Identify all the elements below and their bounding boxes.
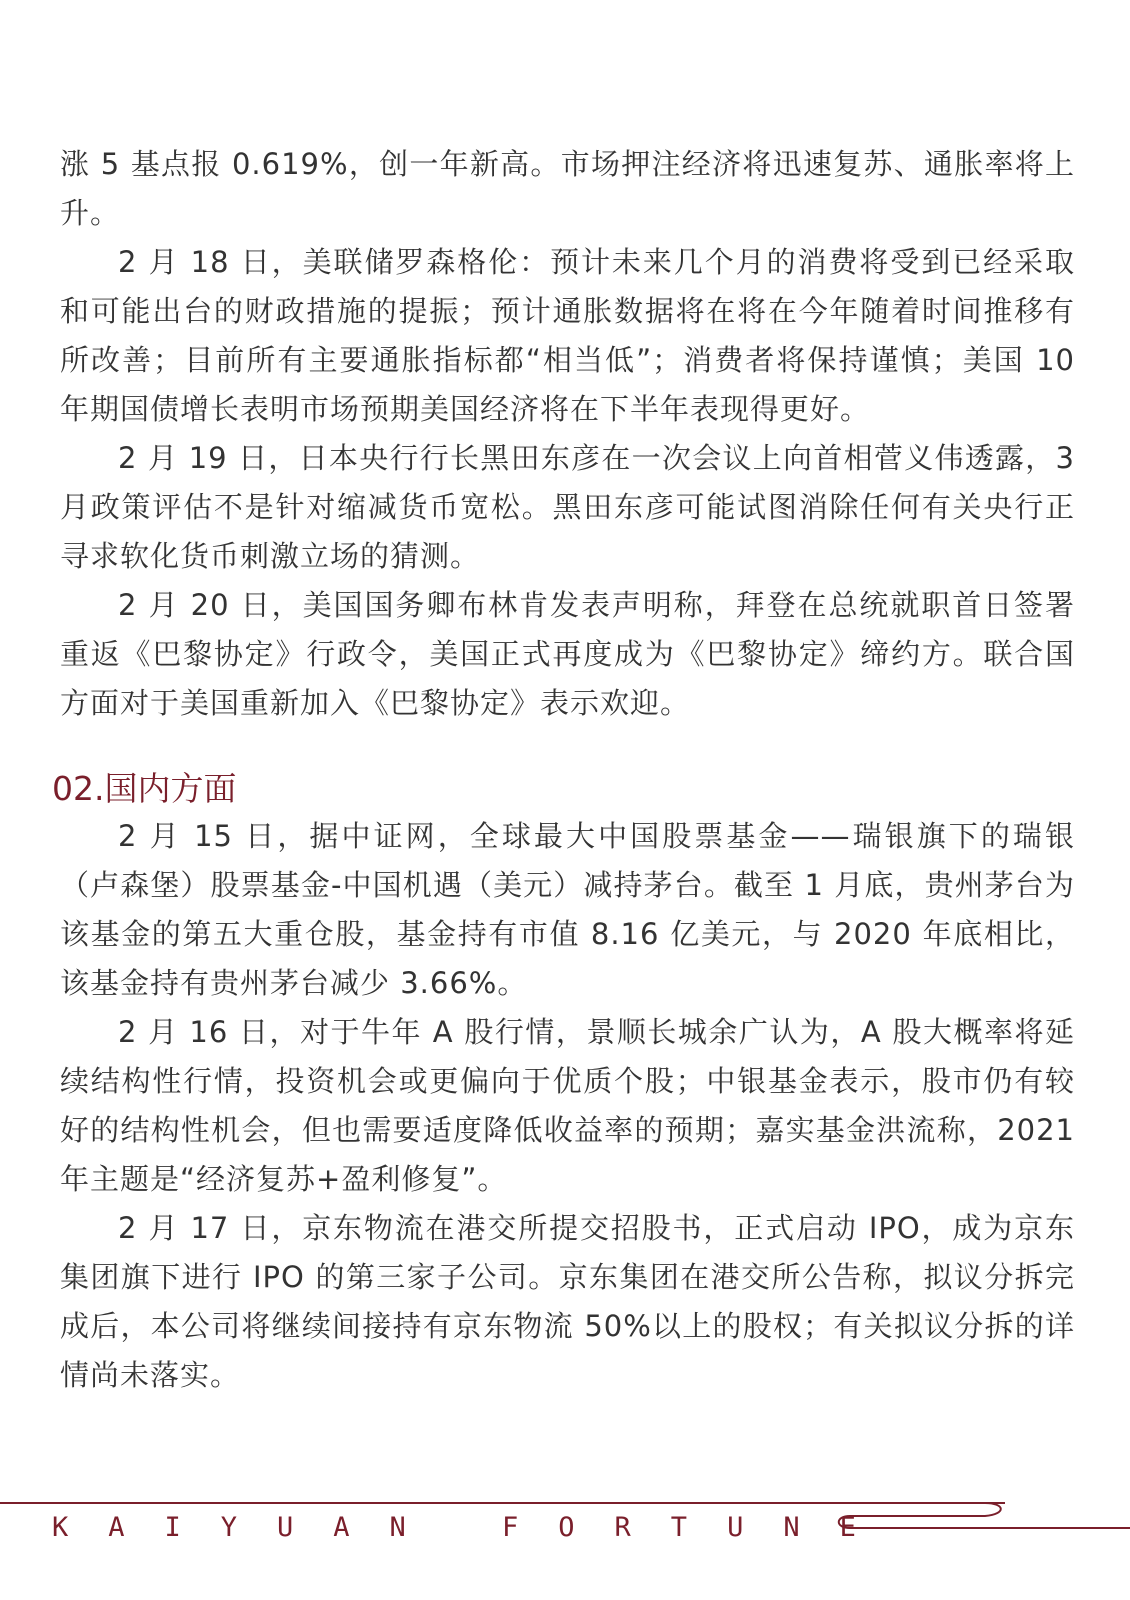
paragraph-domestic-1: 2 月 15 日，据中证网，全球最大中国股票基金——瑞银旗下的瑞银（卢森堡）股票基金-中国机遇（美元）减持茅台。截至 1 月底，贵州茅台为该基金的第五大重仓股，基金持有市值 8.16 亿美元，与 2020 年底相比，该基金持有贵州茅台减少 3.66%。 (60, 819, 1075, 1000)
page-footer (0, 1490, 1130, 1560)
section-heading-domestic: 02.国内方面 (52, 769, 237, 808)
footer-brand-text: KAIYUAN FORTUNE (52, 1512, 896, 1543)
paragraph-domestic-2: 2 月 16 日，对于牛年 A 股行情，景顺长城余广认为，A 股大概率将延续结构性行情，投资机会或更偏向于优质个股；中银基金表示，股市仍有较好的结构性机会，但也需要适度降低收益率的预期；嘉实基金洪流称，2021 年主题是“经济复苏+盈利修复”。 (60, 1015, 1075, 1196)
paragraph-intl-4: 2 月 20 日，美国国务卿布林肯发表声明称，拜登在总统就职首日签署重返《巴黎协定》行政令，美国正式再度成为《巴黎协定》缔约方。联合国方面对于美国重新加入《巴黎协定》表示欢迎。 (60, 588, 1075, 720)
paragraph-domestic-3: 2 月 17 日，京东物流在港交所提交招股书，正式启动 IPO，成为京东集团旗下进行 IPO 的第三家子公司。京东集团在港交所公告称，拟议分拆完成后，本公司将继续间接持有京东物流 50%以上的股权；有关拟议分拆的详情尚未落实。 (60, 1211, 1075, 1392)
paragraph-intl-2: 2 月 18 日，美联储罗森格伦：预计未来几个月的消费将受到已经采取和可能出台的财政措施的提振；预计通胀数据将在将在今年随着时间推移有所改善；目前所有主要通胀指标都“相当低”；消费者将保持谨慎；美国 10 年期国债增长表明市场预期美国经济将在下半年表现得更好。 (60, 245, 1075, 426)
article-body (52, 140, 1075, 1400)
footer-swoosh-decoration (835, 1490, 1130, 1540)
paragraph-intl-1: 涨 5 基点报 0.619%，创一年新高。市场押注经济将迅速复苏、通胀率将上升。 (60, 147, 1075, 230)
paragraph-intl-3: 2 月 19 日，日本央行行长黑田东彦在一次会议上向首相菅义伟透露，3 月政策评估不是针对缩减货币宽松。黑田东彦可能试图消除任何有关央行正寻求软化货币刺激立场的猜测。 (60, 441, 1075, 573)
